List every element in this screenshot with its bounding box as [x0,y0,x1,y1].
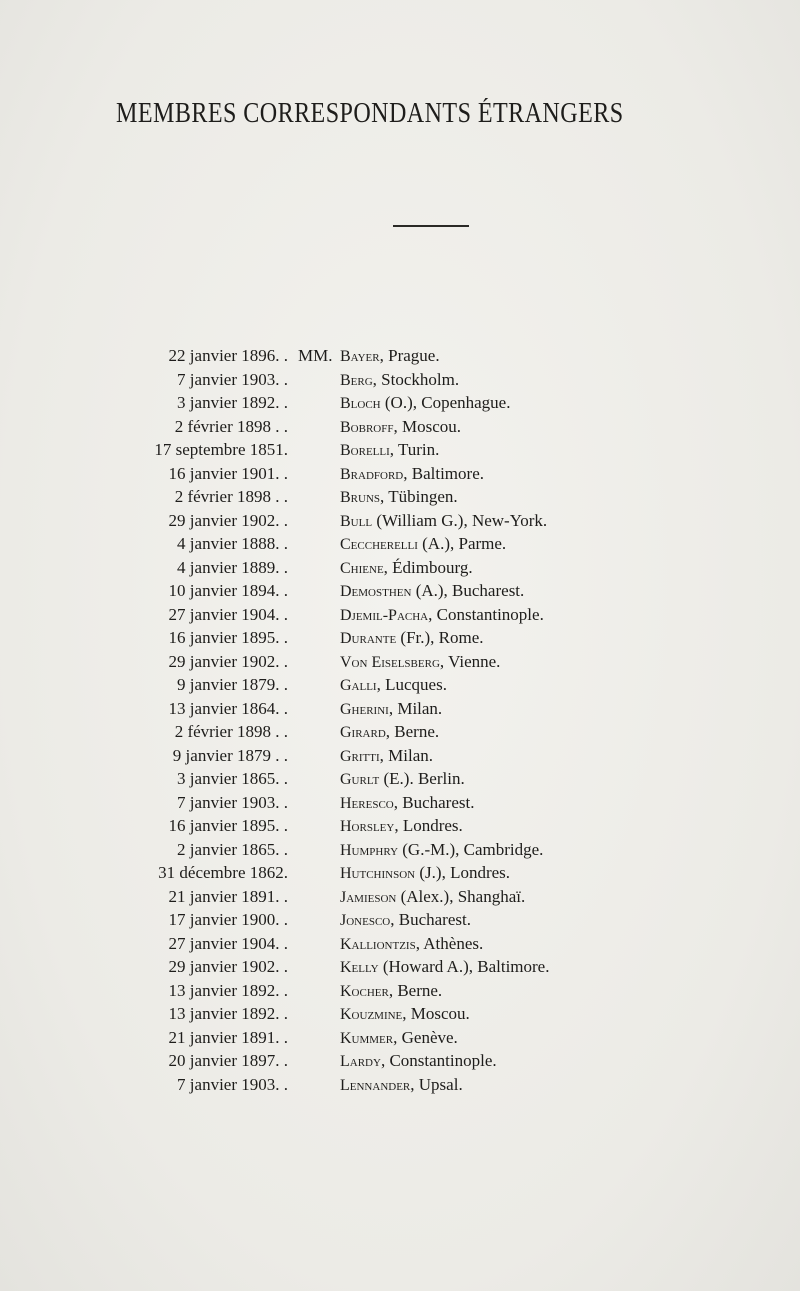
member-row [0,415,800,439]
member-name [340,556,473,581]
member-row [0,391,800,415]
member-surname: Kalliontzis [340,935,416,953]
member-name [340,509,547,534]
member-surname: Kouzmine [340,1006,403,1023]
election-date: 9 janvier 1879 . . [172,745,288,765]
member-details: , Genève. [393,1027,458,1047]
member-details: , Tübingen. [380,487,458,506]
member-row [0,368,800,392]
member-surname: Chiene [340,559,384,577]
member-details: (Howard A.), Baltimore. [378,957,550,976]
member-row [0,720,800,744]
member-surname: Bloch [340,395,381,412]
member-surname: Bruns [340,489,381,506]
member-row [0,344,800,368]
member-row [0,485,800,509]
member-surname: Gurlt [340,771,380,788]
election-date: 29 janvier 1902. . [168,957,288,976]
election-date: 7 janvier 1903. . [177,792,288,812]
member-details: (J.), Londres. [415,863,511,882]
election-date: 13 janvier 1864. . [168,698,288,718]
title-rule [393,225,469,227]
member-details: , Berne. [385,722,440,741]
election-date: 2 février 1898 . . [174,416,288,436]
member-surname: Berg [340,371,373,389]
member-details: , Moscou. [402,1004,470,1023]
member-surname: Gritti [340,747,380,765]
member-details: (Alex.), Shanghaï. [396,886,526,906]
member-surname: Ceccherelli [340,536,418,553]
member-name [340,368,459,393]
member-name [340,697,442,722]
election-date: 29 janvier 1902. . [168,510,288,530]
member-surname: Lardy [340,1053,381,1070]
member-surname: Horsley [340,818,395,835]
member-details: , Turin. [389,440,440,459]
member-name [340,885,525,910]
member-surname: Kelly [340,959,379,976]
member-details: , Édimbourg. [383,557,473,577]
election-date: 4 janvier 1888. . [177,534,288,553]
member-row [0,932,800,956]
election-date: 16 janvier 1901. . [168,463,288,483]
election-date: 13 janvier 1892. . [168,980,288,1000]
member-row [0,955,800,979]
member-name [340,1002,470,1027]
member-details: , Upsal. [410,1074,463,1094]
member-name [340,814,463,839]
member-name [340,744,433,769]
election-date: 20 janvier 1897. . [168,1051,288,1070]
member-row [0,438,800,462]
member-details: , Londres. [394,816,463,835]
election-date: 29 janvier 1902. . [168,651,288,671]
member-surname: Bobroff [340,418,394,436]
election-date: 7 janvier 1903. . [177,1074,288,1094]
member-details: (Fr.), Rome. [396,628,484,647]
member-surname: Jonesco [340,912,391,929]
member-row [0,1073,800,1097]
member-details: , Stockholm. [372,369,460,389]
member-row [0,885,800,909]
member-row [0,509,800,533]
member-row [0,462,800,486]
member-details: (G.-M.), Cambridge. [398,839,544,859]
member-name [340,1026,458,1051]
member-details: , Milan. [379,745,434,765]
member-row [0,1049,800,1073]
election-date: 17 janvier 1900. . [168,910,288,929]
member-row [0,1002,800,1026]
member-details: , Bucharest. [393,792,475,812]
member-row [0,908,800,932]
member-surname: Bradford [340,465,404,483]
election-date: 13 janvier 1892. . [168,1004,288,1023]
member-row [0,673,800,697]
member-name [340,1073,463,1098]
member-name [340,438,439,463]
member-surname: Kocher [340,982,389,1000]
member-surname: Kummer [340,1029,394,1047]
member-surname: Galli [340,677,377,694]
member-surname: Borelli [340,442,390,459]
member-details: , Bucharest. [390,910,471,929]
member-details: , Constantinople. [380,1051,497,1070]
member-name [340,603,544,628]
member-name [340,650,500,675]
election-date: 10 janvier 1894. . [168,581,288,600]
election-date: 27 janvier 1904. . [168,933,288,953]
member-name [340,391,510,416]
member-details: , Athènes. [415,933,484,953]
member-row [0,767,800,791]
member-surname: Von Eiselsberg [340,653,440,671]
member-surname: Durante [340,630,397,647]
member-row [0,1026,800,1050]
member-name [340,861,510,886]
member-surname: Girard [340,724,386,741]
page-title: MEMBRES CORRESPONDANTS ÉTRANGERS [116,98,624,129]
member-row [0,626,800,650]
member-surname: Demosthen [340,583,412,600]
member-name [340,979,442,1004]
member-row [0,979,800,1003]
member-row [0,838,800,862]
member-name [340,532,506,557]
member-name [340,462,484,487]
member-name [340,791,474,816]
member-row [0,791,800,815]
election-date: 16 janvier 1895. . [168,628,288,647]
member-surname: Bayer [340,348,380,365]
member-row [0,650,800,674]
election-date: 3 janvier 1892. . [177,393,288,412]
member-row [0,556,800,580]
election-date: 21 janvier 1891. . [168,1027,288,1047]
election-date: 31 décembre 1862. [158,863,288,882]
member-name [340,720,439,745]
member-details: , Baltimore. [403,463,484,483]
member-details: (E.). Berlin. [379,769,465,788]
election-date: 22 janvier 1896. . [168,346,288,365]
member-name [340,344,440,369]
member-surname: Heresco [340,794,394,812]
member-surname: Jamieson [340,888,397,906]
member-details: , Milan. [388,698,443,718]
election-date: 9 janvier 1879. . [177,675,288,694]
members-list [0,344,800,1096]
member-surname: Gherini [340,700,389,718]
member-surname: Hutchinson [340,865,416,882]
member-name [340,908,471,933]
member-name [340,673,447,698]
member-details: , Vienne. [439,651,501,671]
election-date: 3 janvier 1865. . [177,769,288,788]
member-details: , Lucques. [376,675,447,694]
member-details: , Prague. [379,346,440,365]
member-name [340,579,524,604]
member-row [0,579,800,603]
election-date: 2 février 1898 . . [174,722,288,741]
member-details: (O.), Copenhague. [380,393,511,412]
member-details: , Berne. [388,980,443,1000]
member-details: (A.), Parme. [417,534,507,553]
member-row [0,603,800,627]
member-name [340,415,461,440]
election-date: 7 janvier 1903. . [177,369,288,389]
member-name [340,955,549,980]
member-row [0,697,800,721]
member-surname: Lennander [340,1076,411,1094]
election-date: 17 septembre 1851. [154,440,288,459]
member-name [340,626,484,651]
election-date: 2 janvier 1865. . [177,839,288,859]
member-name [340,932,483,957]
honorific-label: MM. [298,346,333,365]
member-row [0,814,800,838]
member-row [0,861,800,885]
member-surname: Humphry [340,841,399,859]
member-details: , Constantinople. [428,604,544,624]
election-date: 2 février 1898 . . [174,487,288,506]
member-name [340,485,458,510]
member-surname: Djemil-Pacha [340,606,429,624]
member-name [340,838,543,863]
member-row [0,744,800,768]
member-details: , Moscou. [393,416,461,436]
election-date: 21 janvier 1891. . [168,886,288,906]
election-date: 27 janvier 1904. . [168,604,288,624]
election-date: 4 janvier 1889. . [177,557,288,577]
member-surname: Bull [340,512,373,530]
member-row [0,532,800,556]
election-date: 16 janvier 1895. . [168,816,288,835]
member-details: (William G.), New-York. [372,510,548,530]
member-name [340,1049,497,1074]
member-name [340,767,465,792]
member-details: (A.), Bucharest. [411,581,525,600]
